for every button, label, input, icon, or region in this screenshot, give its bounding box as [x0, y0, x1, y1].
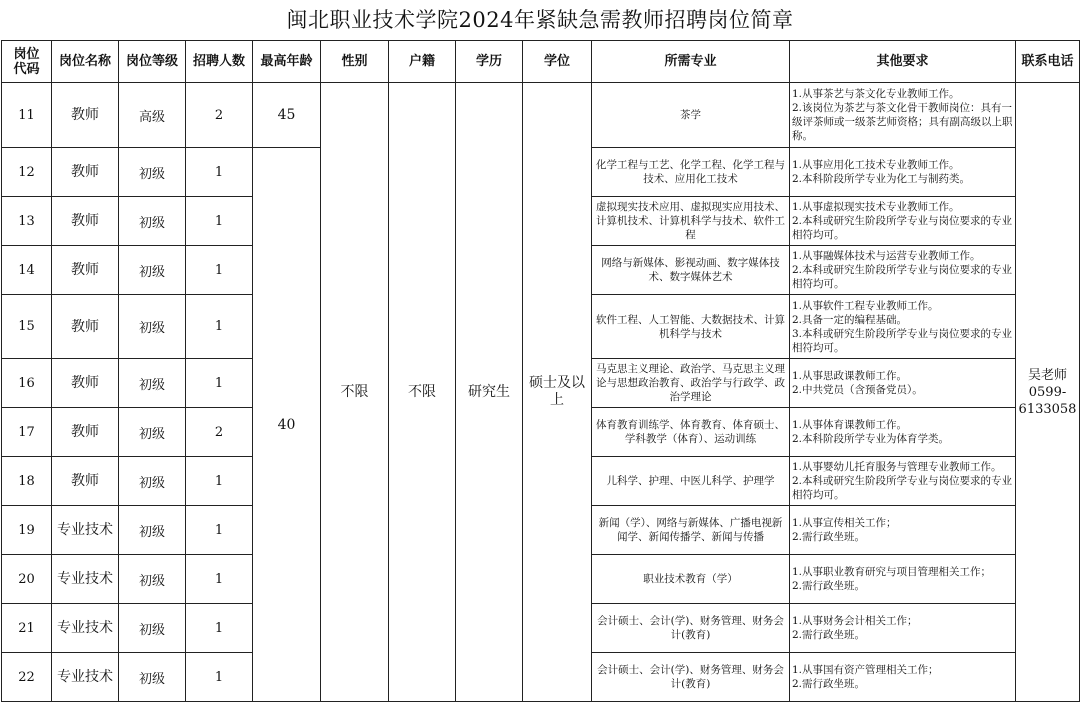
cell-level: 初级 — [119, 197, 186, 246]
cell-code: 15 — [2, 295, 52, 359]
cell-contact: 吴老师 0599- 6133058 — [1016, 83, 1080, 702]
cell-major: 网络与新媒体、影视动画、数字媒体技术、数字媒体艺术 — [592, 246, 790, 295]
header-education: 学历 — [456, 41, 523, 83]
cell-count: 1 — [186, 457, 253, 506]
cell-name: 专业技术 — [52, 653, 119, 702]
cell-other: 1.从事财务会计相关工作； 2.需行政坐班。 — [790, 604, 1016, 653]
table-row — [2, 83, 1080, 148]
cell-name: 教师 — [52, 148, 119, 197]
cell-level: 初级 — [119, 408, 186, 457]
cell-major: 体育教育训练学、体育教育、体育硕士、学科教学（体育）、运动训练 — [592, 408, 790, 457]
cell-age: 45 — [253, 83, 321, 148]
header-contact: 联系电话 — [1016, 41, 1080, 83]
cell-other: 1.从事体育课教师工作。 2.本科阶段所学专业为体育学类。 — [790, 408, 1016, 457]
cell-name: 教师 — [52, 457, 119, 506]
cell-count: 1 — [186, 197, 253, 246]
cell-major: 新闻（学）、网络与新媒体、广播电视新闻学、新闻传播学、新闻与传播 — [592, 506, 790, 555]
cell-age: 40 — [253, 148, 321, 702]
cell-other: 1.从事融媒体技术与运营专业教师工作。 2.本科或研究生阶段所学专业与岗位要求的专业相符均可。 — [790, 246, 1016, 295]
cell-major: 会计硕士、会计(学)、财务管理、财务会计(教育) — [592, 653, 790, 702]
cell-code: 22 — [2, 653, 52, 702]
cell-major: 化学工程与工艺、化学工程、化学工程与技术、应用化工技术 — [592, 148, 790, 197]
cell-count: 2 — [186, 408, 253, 457]
cell-hukou: 不限 — [389, 83, 456, 702]
header-level: 岗位等级 — [119, 41, 186, 83]
cell-other: 1.从事思政课教师工作。 2.中共党员（含预备党员）。 — [790, 359, 1016, 408]
cell-major: 马克思主义理论、政治学、马克思主义理论与思想政治教育、政治学与行政学、政治学理论 — [592, 359, 790, 408]
cell-level: 初级 — [119, 653, 186, 702]
cell-code: 12 — [2, 148, 52, 197]
table-header-row — [2, 41, 1080, 83]
cell-name: 教师 — [52, 83, 119, 148]
cell-level: 初级 — [119, 295, 186, 359]
cell-other: 1.从事茶艺与茶文化专业教师工作。 2.该岗位为茶艺与茶文化骨干教师岗位：具有一级评茶师或一级茶艺师资格；具有副高级以上职称。 — [790, 83, 1016, 148]
cell-name: 专业技术 — [52, 604, 119, 653]
cell-code: 17 — [2, 408, 52, 457]
cell-other: 1.从事职业教育研究与项目管理相关工作； 2.需行政坐班。 — [790, 555, 1016, 604]
cell-code: 21 — [2, 604, 52, 653]
cell-major: 职业技术教育（学） — [592, 555, 790, 604]
cell-other: 1.从事应用化工技术专业教师工作。 2.本科阶段所学专业为化工与制药类。 — [790, 148, 1016, 197]
cell-count: 1 — [186, 604, 253, 653]
cell-code: 18 — [2, 457, 52, 506]
cell-code: 16 — [2, 359, 52, 408]
cell-count: 1 — [186, 148, 253, 197]
cell-major: 虚拟现实技术应用、虚拟现实应用技术、计算机技术、计算机科学与技术、软件工程 — [592, 197, 790, 246]
cell-name: 教师 — [52, 408, 119, 457]
cell-count: 1 — [186, 295, 253, 359]
cell-name: 教师 — [52, 359, 119, 408]
cell-count: 1 — [186, 246, 253, 295]
cell-major: 会计硕士、会计(学)、财务管理、财务会计(教育) — [592, 604, 790, 653]
cell-count: 1 — [186, 506, 253, 555]
cell-major: 茶学 — [592, 83, 790, 148]
header-major: 所需专业 — [592, 41, 790, 83]
cell-level: 高级 — [119, 83, 186, 148]
cell-count: 1 — [186, 653, 253, 702]
cell-name: 教师 — [52, 295, 119, 359]
cell-level: 初级 — [119, 555, 186, 604]
cell-other: 1.从事婴幼儿托育服务与管理专业教师工作。 2.本科或研究生阶段所学专业与岗位要求的专业相符均可。 — [790, 457, 1016, 506]
cell-name: 教师 — [52, 197, 119, 246]
cell-code: 14 — [2, 246, 52, 295]
header-gender: 性别 — [321, 41, 389, 83]
page-title: 闽北职业技术学院2024年紧缺急需教师招聘岗位简章 — [286, 8, 794, 32]
cell-level: 初级 — [119, 148, 186, 197]
cell-name: 专业技术 — [52, 506, 119, 555]
header-name: 岗位名称 — [52, 41, 119, 83]
cell-level: 初级 — [119, 246, 186, 295]
cell-other: 1.从事软件工程专业教师工作。 2.具备一定的编程基础。 3.本科或研究生阶段所学专业与岗位要求的专业相符均可。 — [790, 295, 1016, 359]
cell-count: 1 — [186, 359, 253, 408]
header-degree: 学位 — [523, 41, 592, 83]
cell-code: 19 — [2, 506, 52, 555]
cell-gender: 不限 — [321, 83, 389, 702]
cell-major: 儿科学、护理、中医儿科学、护理学 — [592, 457, 790, 506]
header-count: 招聘人数 — [186, 41, 253, 83]
cell-education: 研究生 — [456, 83, 523, 702]
cell-code: 13 — [2, 197, 52, 246]
cell-other: 1.从事宣传相关工作； 2.需行政坐班。 — [790, 506, 1016, 555]
recruitment-table — [1, 40, 1080, 702]
cell-other: 1.从事虚拟现实技术专业教师工作。 2.本科或研究生阶段所学专业与岗位要求的专业相符均可。 — [790, 197, 1016, 246]
cell-other: 1.从事国有资产管理相关工作； 2.需行政坐班。 — [790, 653, 1016, 702]
cell-code: 11 — [2, 83, 52, 148]
header-age: 最高年龄 — [253, 41, 321, 83]
cell-count: 1 — [186, 555, 253, 604]
cell-level: 初级 — [119, 457, 186, 506]
cell-degree: 硕士及以上 — [523, 83, 592, 702]
cell-name: 教师 — [52, 246, 119, 295]
cell-code: 20 — [2, 555, 52, 604]
cell-level: 初级 — [119, 359, 186, 408]
header-hukou: 户籍 — [389, 41, 456, 83]
cell-major: 软件工程、人工智能、大数据技术、计算机科学与技术 — [592, 295, 790, 359]
cell-count: 2 — [186, 83, 253, 148]
header-other: 其他要求 — [790, 41, 1016, 83]
cell-level: 初级 — [119, 506, 186, 555]
header-code: 岗位 代码 — [2, 41, 52, 83]
cell-name: 专业技术 — [52, 555, 119, 604]
cell-level: 初级 — [119, 604, 186, 653]
